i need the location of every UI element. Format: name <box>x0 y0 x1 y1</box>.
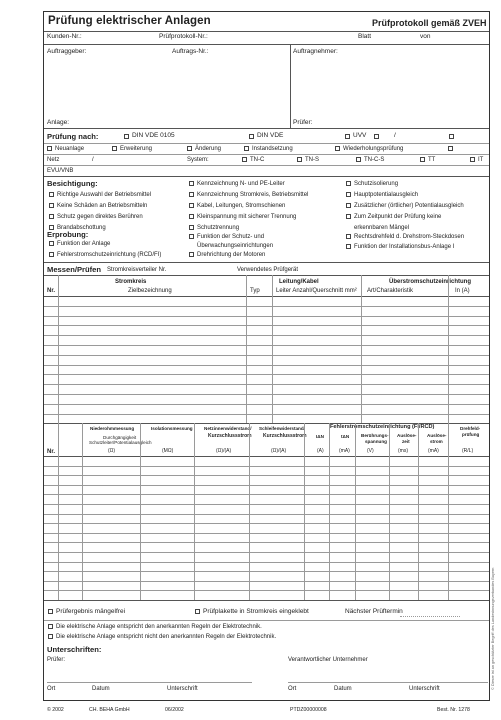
checkbox-besichtigung-1-1[interactable] <box>49 192 54 197</box>
table-row <box>44 475 489 476</box>
col-beruehrungsspannung: Berührungs- <box>361 433 389 438</box>
col-stromkreis: Stromkreis <box>115 279 147 285</box>
checkbox-label: Zum Zeitpunkt der Prüfung keine <box>354 214 442 220</box>
table-column-line <box>58 423 59 600</box>
checkbox-erprobung-3-1[interactable] <box>346 234 351 239</box>
label-auftraggeber: Auftraggeber: <box>47 48 87 55</box>
checkbox-aenderung[interactable] <box>187 146 192 151</box>
col-t-delta-n: tΔN <box>341 434 350 439</box>
col-niederohm: Niederohmmessung <box>90 426 135 431</box>
checkbox-label: Prüfplakette in Stromkreis eingeklebt <box>203 608 309 615</box>
checkbox-tn-c[interactable] <box>242 157 247 162</box>
col-ausloesezeit-2: zeit <box>402 439 410 444</box>
checkbox-label: Kennzeichnung N- und PE-Leiter <box>197 181 285 187</box>
label-datum-2: Datum <box>334 686 352 692</box>
table-row <box>44 374 489 375</box>
col-isolation: Isolationsmessung <box>151 426 193 431</box>
unit-ampere: (A) <box>317 448 324 454</box>
checkbox-tn-c-s[interactable] <box>356 157 361 162</box>
table-row <box>44 325 489 326</box>
page-title: Prüfung elektrischer Anlagen <box>48 15 211 27</box>
label-erprobung: Erprobung: <box>47 230 89 239</box>
checkbox-art-other[interactable] <box>448 146 453 151</box>
checkbox-label: DIN VDE <box>257 132 284 139</box>
checkbox-label: Änderung <box>195 146 222 152</box>
checkbox-label: IT <box>478 157 484 163</box>
checkbox-besichtigung-3-2[interactable] <box>346 192 351 197</box>
col-zielbezeichnung: Zielbezeichnung <box>128 288 172 294</box>
table-row <box>44 581 489 582</box>
col-ueberstrom: Überstromschutzeinrichtung <box>389 279 472 285</box>
label-kunden-nr: Kunden-Nr.: <box>47 33 82 40</box>
table-row <box>44 365 489 366</box>
unit-ohm-ampere-2: (Ω)/(A) <box>271 448 287 454</box>
table-row <box>44 504 489 505</box>
table-row <box>44 552 489 553</box>
checkbox-label: Erweiterung <box>120 146 153 152</box>
checkbox-erprobung-3-2[interactable] <box>346 244 351 249</box>
table-row <box>44 404 489 405</box>
table-column-line <box>140 423 141 600</box>
table-column-line <box>355 423 356 600</box>
checkbox-label: TT <box>428 157 436 163</box>
col-ausloesestrom: Auslöse- <box>427 433 447 438</box>
checkbox-pruefergebnis[interactable] <box>48 609 53 614</box>
table-row <box>44 394 489 395</box>
checkbox-label-continued: erkennbaren Mängel <box>354 225 410 231</box>
col-i-delta-n: IΔN <box>316 434 324 439</box>
label-ort: Ort <box>47 686 56 692</box>
checkbox-din-vde[interactable] <box>249 134 254 139</box>
checkbox-besichtigung-2-4[interactable] <box>189 214 194 219</box>
checkbox-besichtigung-3-3[interactable] <box>346 203 351 208</box>
label-verantwortlicher-unternehmer: Verantwortlicher Unternehmer <box>288 657 368 663</box>
col-fehlerstrom-group: Fehlerstromschutzeinrichtung (FI/RCD) <box>330 424 435 430</box>
checkbox-label-continued: Überwachungseinrichtungen <box>197 243 274 249</box>
table-column-line <box>448 275 449 423</box>
col-typ: Typ <box>250 288 260 294</box>
label-pruefer-signature: Prüfer: <box>47 657 66 663</box>
table-row <box>44 494 489 495</box>
protocol-sheet <box>43 11 490 701</box>
col-nr: Nr. <box>47 288 56 294</box>
col-kurzschlussstrom: Kurzschlussstrom <box>208 433 252 439</box>
checkbox-besichtigung-2-2[interactable] <box>189 192 194 197</box>
side-note-text: © Dieser ist an geschützter Begriff des Landesinnungsverbandes Bayern <box>491 567 495 690</box>
label-von: von <box>420 33 431 40</box>
col-leitung-kabel: Leitung/Kabel <box>279 279 319 285</box>
col-art-charakteristik: Art/Charakteristik <box>367 288 414 294</box>
col-nr-2: Nr. <box>47 449 56 455</box>
col-kurzschlussstrom-2: Kurzschlussstrom <box>263 433 307 439</box>
checkbox-besichtigung-1-3[interactable] <box>49 214 54 219</box>
label-datum: Datum <box>92 686 110 692</box>
checkbox-tt[interactable] <box>420 157 425 162</box>
checkbox-besichtigung-2-5[interactable] <box>189 225 194 230</box>
checkbox-label: Funktion der Installationsbus-Anlage I <box>354 244 455 250</box>
col-schleifenwiderstand: Schleifenwiderstand/ <box>259 426 305 431</box>
checkbox-label: Brandabschottung <box>57 225 106 231</box>
label-evu: EVU/VNB <box>47 168 74 174</box>
table-row <box>44 306 489 307</box>
checkbox-besichtigung-3-1[interactable] <box>346 181 351 186</box>
checkbox-wiederholungspruefung[interactable] <box>335 146 340 151</box>
checkbox-instandsetzung[interactable] <box>244 146 249 151</box>
checkbox-label: Neuanlage <box>55 146 85 152</box>
label-pruefer: Prüfer: <box>293 119 313 126</box>
checkbox-neuanlage[interactable] <box>47 146 52 151</box>
checkbox-erprobung-2-2[interactable] <box>189 252 194 257</box>
checkbox-label: Kleinspannung mit sicherer Trennung <box>197 214 297 220</box>
checkbox-label: Prüfergebnis mängelfrei <box>56 608 126 615</box>
col-leiter-anzahl: Leiter Anzahl/Querschnitt mm² <box>276 288 357 294</box>
checkbox-label: Keine Schäden an Betriebsmitteln <box>57 203 148 209</box>
table-row <box>44 523 489 524</box>
checkbox-label: Die elektrische Anlage entspricht den anerkannten Regeln der Elektrotechnik. <box>56 624 262 630</box>
table-column-line <box>304 423 305 600</box>
col-ausloesestrom-2: strom <box>430 439 443 444</box>
table-column-line <box>361 275 362 423</box>
footer-copyright: © 2002 <box>47 707 64 713</box>
checkbox-label: Instandsetzung <box>252 146 293 152</box>
table-column-line <box>329 423 330 600</box>
checkbox-label: TN-S <box>305 157 319 163</box>
label-pruefprotokoll-nr: Prüfprotokoll-Nr.: <box>159 33 208 40</box>
label-pruefgeraet: Verwendetes Prüfgerät <box>237 267 299 273</box>
label-anlage: Anlage: <box>47 119 70 126</box>
table-row <box>44 466 489 467</box>
table-row <box>44 384 489 385</box>
label-auftragnehmer: Auftragnehmer: <box>293 48 338 55</box>
table-row <box>44 533 489 534</box>
footer-best-nr: Best. Nr. 1278 <box>437 707 470 713</box>
table-row <box>44 414 489 415</box>
table-column-line <box>82 423 83 600</box>
checkbox-label: Fehlerstromschutzeinrichtung (RCD/FI) <box>57 252 162 258</box>
checkbox-besichtigung-1-2[interactable] <box>49 203 54 208</box>
label-stromkreisverteiler: Stromkreisverteiler Nr. <box>107 267 167 273</box>
checkbox-erweiterung[interactable] <box>112 146 117 151</box>
checkbox-uvv-extra[interactable] <box>374 134 379 139</box>
footer-company: CH. BEHA GmbH <box>89 707 130 713</box>
unit-r-l: (R/L) <box>462 448 474 454</box>
checkbox-erprobung-1-2[interactable] <box>49 252 54 257</box>
label-auftrags-nr: Auftrags-Nr.: <box>172 48 209 55</box>
separator-slash: / <box>92 157 94 163</box>
checkbox-label: Drehrichtung der Motoren <box>197 252 266 258</box>
checkbox-label: Zusätzlicher (örtlicher) Potentialausgleich <box>354 203 464 209</box>
table-column-line <box>58 275 59 423</box>
checkbox-pruefplakette[interactable] <box>195 609 200 614</box>
table-row <box>44 562 489 563</box>
table-row <box>44 590 489 591</box>
label-blatt: Blatt <box>358 33 372 40</box>
table-row <box>44 355 489 356</box>
checkbox-label: Funktion der Anlage <box>57 241 111 247</box>
checkbox-besichtigung-3-4[interactable] <box>346 214 351 219</box>
table-row <box>44 571 489 572</box>
table-row <box>44 335 489 336</box>
checkbox-entspricht-nicht[interactable] <box>48 634 53 639</box>
checkbox-besichtigung-2-3[interactable] <box>189 203 194 208</box>
checkbox-it[interactable] <box>470 157 475 162</box>
table-column-line <box>272 275 273 423</box>
unit-milliampere-2: (mA) <box>428 448 439 454</box>
page-subtitle: Prüfprotokoll gemäß ZVEH <box>372 18 487 28</box>
table-column-line <box>389 423 390 600</box>
label-unterschriften: Unterschriften: <box>47 645 102 654</box>
col-drehfeldpruefung: Drehfeld- <box>460 426 481 431</box>
table-column-line <box>418 423 419 600</box>
col-schutzleiter: Schutzleiter/Potentialausgleich <box>89 440 152 445</box>
checkbox-label: Schutz gegen direktes Berühren <box>57 214 143 220</box>
label-ort-2: Ort <box>288 686 297 692</box>
unit-milliampere: (mA) <box>339 448 350 454</box>
col-in-a: In (A) <box>455 288 470 294</box>
label-naechster-prueftermin: Nächster Prüftermin <box>345 608 403 615</box>
col-netzinnenwiderstand: Netzinnenwiderstand/ <box>204 426 252 431</box>
checkbox-label: Die elektrische Anlage entspricht nicht den anerkannten Regeln der Elektrotechnik. <box>56 634 277 640</box>
checkbox-label: UVV <box>353 132 367 139</box>
checkbox-label: Rechtsdrehfeld d. Drehstrom-Steckdosen <box>354 234 465 240</box>
table-column-line <box>448 423 449 600</box>
col-durchgaengigkeit: Durchgängigkeit <box>103 435 137 440</box>
footer-code: PTDZ00000008 <box>290 707 327 713</box>
unit-ohm: (Ω) <box>108 448 116 454</box>
checkbox-label: Kennzeichnung Stromkreis, Betriebsmittel <box>197 192 309 198</box>
checkbox-besichtigung-2-1[interactable] <box>189 181 194 186</box>
col-ausloesezeit: Auslöse- <box>397 433 417 438</box>
checkbox-label: Wiederholungsprüfung <box>343 146 404 152</box>
checkbox-label: DIN VDE 0105 <box>132 132 175 139</box>
table-column-line <box>249 423 250 600</box>
label-besichtigung: Besichtigung: <box>47 179 98 188</box>
checkbox-label: Hauptpotentialausgleich <box>354 192 419 198</box>
table-row <box>44 514 489 515</box>
checkbox-erprobung-2-1[interactable] <box>189 234 194 239</box>
footer-date: 06/2002 <box>165 707 184 713</box>
checkbox-label: Schutztrennung <box>197 225 240 231</box>
checkbox-label: Funktion der Schutz- und <box>197 234 265 240</box>
table-row <box>44 485 489 486</box>
table-row <box>44 345 489 346</box>
col-drehfeldpruefung-2: prüfung <box>462 432 480 437</box>
checkbox-label: Kabel, Leitungen, Stromschienen <box>197 203 286 209</box>
label-pruefung-nach: Prüfung nach: <box>47 132 99 141</box>
label-unterschrift: Unterschrift <box>167 686 198 692</box>
checkbox-entspricht[interactable] <box>48 624 53 629</box>
table-row <box>44 542 489 543</box>
checkbox-label: TN-C <box>250 157 265 163</box>
side-note <box>489 440 495 690</box>
unit-megaohm: (MΩ) <box>162 448 174 454</box>
unit-millisecond: (ms) <box>398 448 408 454</box>
unit-volt: (V) <box>367 448 374 454</box>
col-beruehrungsspannung-2: spannung <box>365 439 387 444</box>
checkbox-erprobung-1-1[interactable] <box>49 241 54 246</box>
checkbox-label: Richtige Auswahl der Betriebsmittel <box>57 192 152 198</box>
checkbox-other[interactable] <box>449 134 454 139</box>
separator-slash: / <box>394 132 396 139</box>
table-column-line <box>194 423 195 600</box>
checkbox-label: Schutzisolierung <box>354 181 399 187</box>
unit-ohm-ampere: (Ω)/(A) <box>216 448 232 454</box>
label-system: System: <box>187 157 209 163</box>
label-netz: Netz <box>47 157 60 163</box>
checkbox-tn-s[interactable] <box>297 157 302 162</box>
checkbox-label: TN-C-S <box>364 157 385 163</box>
table-column-line <box>246 275 247 423</box>
label-messen-pruefen: Messen/Prüfen <box>47 265 102 274</box>
checkbox-din-vde-0105[interactable] <box>124 134 129 139</box>
label-unterschrift-2: Unterschrift <box>409 686 440 692</box>
table-row <box>44 316 489 317</box>
checkbox-uvv[interactable] <box>345 134 350 139</box>
